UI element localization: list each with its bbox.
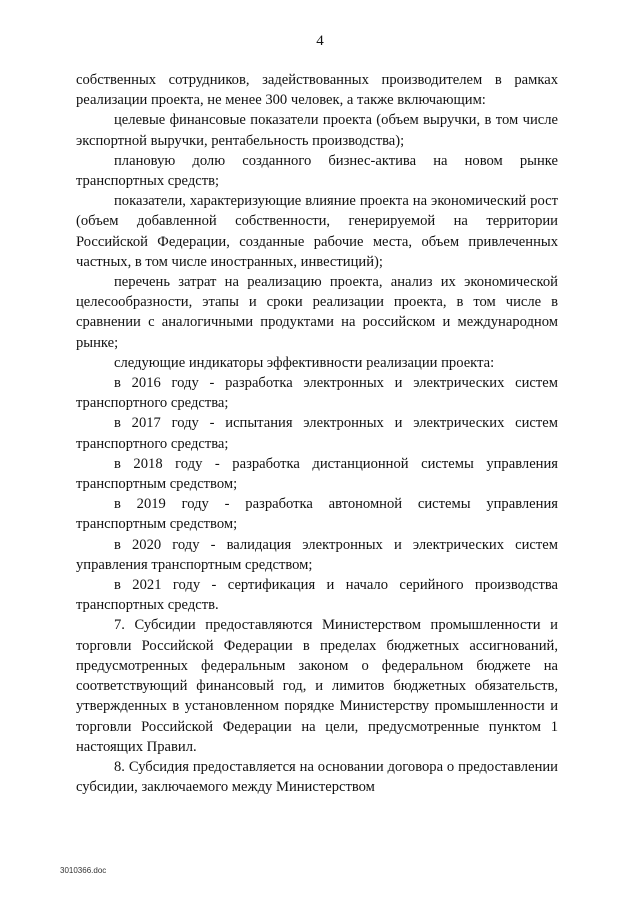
paragraph-14: 8. Субсидия предоставляется на основании договора о предоставлении субсидии, заключаемого между Министерством [76, 758, 558, 796]
paragraph-8: в 2017 году - испытания электронных и электрических систем транспортного средства; [76, 415, 558, 452]
paragraph-1: собственных сотрудников, задействованных производителем в рамках реализации проекта, не менее 300 человек, а также включающим: [76, 72, 558, 109]
page-number: 4 [316, 33, 324, 49]
paragraph-7: в 2016 году - разработка электронных и электрических систем транспортного средства; [76, 375, 558, 412]
paragraph-3: плановую долю созданного бизнес-актива на новом рынке транспортных средств; [76, 152, 558, 190]
paragraph-6: следующие индикаторы эффективности реализации проекта: [114, 354, 495, 371]
paragraph-10: в 2019 году - разработка автономной системы управления транспортным средством; [76, 496, 558, 533]
paragraph-12: в 2021 году - сертификация и начало серийного производства транспортных средств. [76, 577, 558, 614]
paragraph-11: в 2020 году - валидация электронных и электрических систем управления транспортным средством; [76, 536, 558, 573]
document-body [76, 70, 558, 797]
paragraph-4: показатели, характеризующие влияние проекта на экономический рост (объем добавленной собственности, генерируемой на территории Российской Федерации, созданные рабочие места, объем привлеченных частных, в том числе иностранных, инвестиций); [76, 193, 558, 270]
paragraph-2: целевые финансовые показатели проекта (объем выручки, в том числе экспортной выручки, рентабельность производства); [76, 112, 558, 149]
paragraph-5: перечень затрат на реализацию проекта, анализ их экономической целесообразности, этапы и сроки реализации проекта, в том числе в сравнении с аналогичными продуктами на российском и международном рынке; [76, 274, 558, 351]
paragraph-9: в 2018 году - разработка дистанционной системы управления транспортным средством; [76, 455, 558, 493]
paragraph-13: 7. Субсидии предоставляются Министерством промышленности и торговли Российской Федерации в пределах бюджетных ассигнований, предусмотренных федеральным законом о федеральном бюджете на соответствующий финансовый год, и лимитов бюджетных обязательств, утвержденных в установленном порядке Министерству промышленности и торговли Российской Федерации на цели, предусмотренные пунктом 1 настоящих Правил. [76, 617, 558, 755]
footer-file-code: 3010366.doc [60, 866, 107, 875]
